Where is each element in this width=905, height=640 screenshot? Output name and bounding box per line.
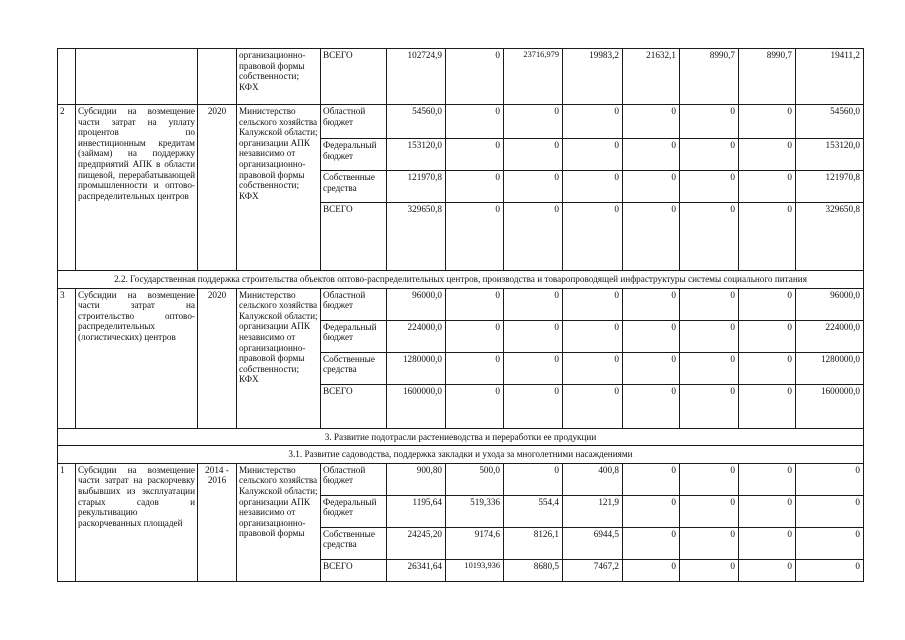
value-cell: 0 — [623, 463, 680, 495]
value-cell: 0 — [563, 320, 623, 352]
measure-name: Субсидии на возмещение части затрат на уплату процентов по инвестиционным кредитам (займам) на поддержку предприятий АПК в области пищевой, перерабатывающей промышленности и оптово-распределительных центров — [76, 105, 198, 271]
source-cell: Областной бюджет — [321, 463, 387, 495]
value-cell: 554,4 — [504, 495, 563, 527]
value-cell: 0 — [446, 171, 504, 203]
value-cell: 224000,0 — [796, 320, 864, 352]
value-cell: 153120,0 — [796, 139, 864, 171]
value-cell: 0 — [623, 105, 680, 139]
value-cell: 10193,936 — [446, 559, 504, 581]
source-cell: Федеральный бюджет — [321, 495, 387, 527]
value-cell: 0 — [623, 384, 680, 428]
value-cell: 0 — [446, 49, 504, 105]
value-cell: 0 — [563, 139, 623, 171]
value-cell: 0 — [739, 203, 796, 271]
source-cell: Областной бюджет — [321, 105, 387, 139]
value-cell: 1600000,0 — [387, 384, 446, 428]
value-cell: 0 — [623, 352, 680, 384]
measure-name: Субсидии на возмещение части затрат на строительство оптово-распределительных (логистических) центров — [76, 288, 198, 428]
value-cell: 0 — [446, 320, 504, 352]
value-cell: 0 — [563, 288, 623, 320]
value-cell: 0 — [504, 320, 563, 352]
executor-cell: Министерство сельского хозяйства Калужской области; организации АПК независимо от организационно-правовой формы собственности; КФХ — [237, 105, 321, 271]
value-cell: 1280000,0 — [387, 352, 446, 384]
value-cell: 0 — [680, 105, 739, 139]
value-cell: 0 — [680, 139, 739, 171]
value-cell: 23716,979 — [504, 49, 563, 105]
value-cell: 400,8 — [563, 463, 623, 495]
value-cell: 26341,64 — [387, 559, 446, 581]
table-row — [58, 105, 864, 139]
value-cell: 1280000,0 — [796, 352, 864, 384]
value-cell: 0 — [623, 171, 680, 203]
value-cell: 0 — [563, 171, 623, 203]
value-cell: 102724,9 — [387, 49, 446, 105]
value-cell: 8126,1 — [504, 527, 563, 559]
value-cell: 0 — [680, 352, 739, 384]
source-cell: Федеральный бюджет — [321, 139, 387, 171]
year-cell: 2020 — [198, 105, 237, 271]
source-cell: Собственные средства — [321, 171, 387, 203]
value-cell: 121970,8 — [796, 171, 864, 203]
value-cell: 8680,5 — [504, 559, 563, 581]
section-heading-3-1: 3.1. Развитие садоводства, поддержка закладки и ухода за многолетними насаждениями — [58, 446, 864, 464]
value-cell: 0 — [446, 288, 504, 320]
value-cell: 0 — [680, 288, 739, 320]
value-cell: 0 — [739, 463, 796, 495]
source-cell: ВСЕГО — [321, 384, 387, 428]
value-cell: 1195,64 — [387, 495, 446, 527]
value-cell: 1600000,0 — [796, 384, 864, 428]
value-cell: 900,80 — [387, 463, 446, 495]
year-cell: 2014 - 2016 — [198, 463, 237, 581]
value-cell: 19411,2 — [796, 49, 864, 105]
value-cell: 0 — [680, 171, 739, 203]
row-number: 1 — [58, 463, 76, 581]
value-cell: 0 — [680, 495, 739, 527]
executor-cell: Министерство сельского хозяйства Калужской области; организации АПК независимо от организационно-правовой формы — [237, 463, 321, 581]
value-cell: 0 — [796, 495, 864, 527]
value-cell: 6944,5 — [563, 527, 623, 559]
value-cell: 0 — [623, 320, 680, 352]
value-cell: 0 — [739, 495, 796, 527]
table-row — [58, 288, 864, 320]
value-cell: 8990,7 — [739, 49, 796, 105]
value-cell: 0 — [680, 384, 739, 428]
value-cell: 0 — [446, 352, 504, 384]
value-cell: 0 — [446, 384, 504, 428]
value-cell: 0 — [504, 463, 563, 495]
value-cell: 54560,0 — [796, 105, 864, 139]
value-cell: 0 — [623, 527, 680, 559]
value-cell: 0 — [739, 320, 796, 352]
value-cell: 96000,0 — [387, 288, 446, 320]
source-cell: Областной бюджет — [321, 288, 387, 320]
source-cell: Собственные средства — [321, 527, 387, 559]
value-cell: 0 — [739, 105, 796, 139]
value-cell: 0 — [504, 105, 563, 139]
value-cell: 0 — [796, 463, 864, 495]
section-row — [58, 271, 864, 289]
row-number: 3 — [58, 288, 76, 428]
section-row — [58, 428, 864, 446]
value-cell: 0 — [563, 384, 623, 428]
value-cell: 0 — [680, 320, 739, 352]
source-cell: ВСЕГО — [321, 49, 387, 105]
value-cell: 0 — [623, 139, 680, 171]
value-cell: 329650,8 — [796, 203, 864, 271]
value-cell: 0 — [504, 288, 563, 320]
section-row — [58, 446, 864, 464]
value-cell: 54560,0 — [387, 105, 446, 139]
value-cell: 0 — [680, 559, 739, 581]
value-cell: 224000,0 — [387, 320, 446, 352]
value-cell: 0 — [504, 171, 563, 203]
value-cell: 0 — [446, 105, 504, 139]
value-cell: 519,336 — [446, 495, 504, 527]
value-cell: 0 — [623, 203, 680, 271]
value-cell: 121,9 — [563, 495, 623, 527]
value-cell: 0 — [504, 352, 563, 384]
value-cell: 96000,0 — [796, 288, 864, 320]
value-cell: 0 — [623, 559, 680, 581]
value-cell: 153120,0 — [387, 139, 446, 171]
value-cell: 0 — [623, 495, 680, 527]
executor-cell: организационно-правовой формы собственности; КФХ — [237, 49, 321, 105]
value-cell: 8990,7 — [680, 49, 739, 105]
source-cell: Собственные средства — [321, 352, 387, 384]
value-cell: 0 — [563, 352, 623, 384]
value-cell: 121970,8 — [387, 171, 446, 203]
value-cell: 500,0 — [446, 463, 504, 495]
value-cell: 0 — [739, 288, 796, 320]
year-cell: 2020 — [198, 288, 237, 428]
value-cell: 0 — [739, 527, 796, 559]
value-cell: 0 — [446, 139, 504, 171]
value-cell: 0 — [446, 203, 504, 271]
source-cell: ВСЕГО — [321, 203, 387, 271]
section-heading-2-2: 2.2. Государственная поддержка строительства объектов оптово-распределительных центров, производства и товаропроводящей инфраструктуры системы социального питания — [58, 271, 864, 289]
value-cell: 0 — [680, 527, 739, 559]
value-cell: 0 — [796, 559, 864, 581]
value-cell: 21632,1 — [623, 49, 680, 105]
value-cell: 0 — [680, 463, 739, 495]
table-row — [58, 49, 864, 105]
value-cell: 0 — [623, 288, 680, 320]
value-cell: 19983,2 — [563, 49, 623, 105]
value-cell: 0 — [563, 203, 623, 271]
executor-cell: Министерство сельского хозяйства Калужской области; организации АПК независимо от организационно-правовой формы собственности; КФХ — [237, 288, 321, 428]
source-cell: Федеральный бюджет — [321, 320, 387, 352]
value-cell: 0 — [504, 139, 563, 171]
value-cell: 0 — [739, 384, 796, 428]
value-cell: 0 — [680, 203, 739, 271]
value-cell: 0 — [504, 384, 563, 428]
value-cell: 7467,2 — [563, 559, 623, 581]
table-row — [58, 463, 864, 495]
measure-name: Субсидии на возмещение части затрат на раскорчевку выбывших из эксплуатации старых садов и рекультивацию раскорчеванных площадей — [76, 463, 198, 581]
budget-table — [57, 48, 864, 582]
section-heading-3: 3. Развитие подотрасли растениеводства и переработки ее продукции — [58, 428, 864, 446]
value-cell: 0 — [739, 139, 796, 171]
value-cell: 0 — [796, 527, 864, 559]
value-cell: 0 — [504, 203, 563, 271]
value-cell: 329650,8 — [387, 203, 446, 271]
source-cell: ВСЕГО — [321, 559, 387, 581]
value-cell: 9174,6 — [446, 527, 504, 559]
value-cell: 0 — [563, 105, 623, 139]
value-cell: 0 — [739, 352, 796, 384]
value-cell: 0 — [739, 171, 796, 203]
document-page — [57, 48, 863, 582]
value-cell: 24245,20 — [387, 527, 446, 559]
value-cell: 0 — [739, 559, 796, 581]
row-number: 2 — [58, 105, 76, 271]
